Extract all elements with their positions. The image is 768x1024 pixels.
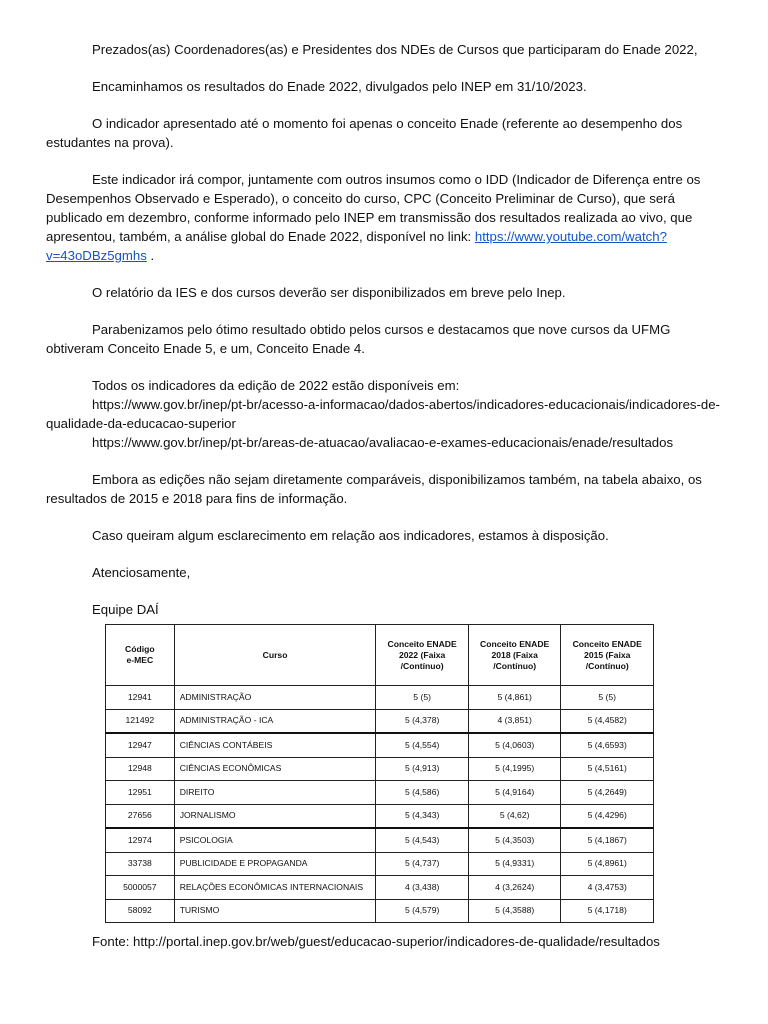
cell-2022: 4 (3,438) — [376, 876, 469, 900]
cell-2015: 5 (5) — [561, 686, 654, 710]
table-row — [106, 757, 654, 781]
paragraph-comparison: Embora as edições não sejam diretamente comparáveis, disponibilizamos também, na tabela abaixo, os resultados de 2015 e 2018 para fins de informação. — [46, 472, 702, 506]
table-row — [106, 733, 654, 757]
cell-2018: 5 (4,1995) — [468, 757, 561, 781]
paragraph-composition-text: Este indicador irá compor, juntamente com outros insumos como o IDD (Indicador de Diferença entre os Desempenhos Observado e Esperado), o conceito do curso, CPC (Conceito Preliminar de Curso), que será publicado em dezembro, conforme informado pelo INEP em transmissão dos resultados realizada ao vivo, que apresentou, também, a análise global do Enade 2022, disponível no link: — [46, 172, 701, 244]
cell-2022: 5 (4,543) — [376, 828, 469, 852]
table-row — [106, 709, 654, 733]
cell-2022: 5 (4,737) — [376, 852, 469, 876]
cell-2015: 4 (3,4753) — [561, 876, 654, 900]
header-code: Código e-MEC — [106, 625, 175, 686]
cell-course: DIREITO — [174, 781, 376, 805]
table-row — [106, 828, 654, 852]
signature: Equipe DAÍ — [92, 602, 159, 617]
cell-2018: 5 (4,3503) — [468, 828, 561, 852]
header-enade-2015: Conceito ENADE 2015 (Faixa /Contínuo) — [561, 625, 654, 686]
cell-2018: 4 (3,851) — [468, 709, 561, 733]
table-row — [106, 804, 654, 828]
cell-2015: 5 (4,2649) — [561, 781, 654, 805]
cell-course: CIÊNCIAS CONTÁBEIS — [174, 733, 376, 757]
paragraph-contact: Caso queiram algum esclarecimento em relação aos indicadores, estamos à disposição. — [92, 528, 609, 543]
header-course: Curso — [174, 625, 376, 686]
cell-2015: 5 (4,8961) — [561, 852, 654, 876]
cell-code: 12974 — [106, 828, 175, 852]
indicators-block — [46, 376, 722, 452]
header-enade-2018: Conceito ENADE 2018 (Faixa /Contínuo) — [468, 625, 561, 686]
cell-code: 12941 — [106, 686, 175, 710]
cell-code: 5000057 — [106, 876, 175, 900]
source-note: Fonte: http://portal.inep.gov.br/web/guest/educacao-superior/indicadores-de-qualidade/resultados — [92, 934, 660, 949]
cell-2015: 5 (4,4582) — [561, 709, 654, 733]
cell-2015: 5 (4,5161) — [561, 757, 654, 781]
cell-2015: 5 (4,1718) — [561, 899, 654, 923]
indicators-url-2: https://www.gov.br/inep/pt-br/areas-de-atuacao/avaliacao-e-exames-educacionais/enade/resultados — [92, 435, 674, 450]
paragraph-indicator: O indicador apresentado até o momento foi apenas o conceito Enade (referente ao desempenho dos estudantes na prova). — [46, 116, 683, 150]
cell-code: 58092 — [106, 899, 175, 923]
cell-code: 121492 — [106, 709, 175, 733]
table-row — [106, 781, 654, 805]
cell-2018: 5 (4,0603) — [468, 733, 561, 757]
greeting: Prezados(as) Coordenadores(as) e Presidentes dos NDEs de Cursos que participaram do Enade 2022, — [92, 42, 698, 57]
cell-2022: 5 (4,579) — [376, 899, 469, 923]
paragraph-results: Encaminhamos os resultados do Enade 2022, divulgados pelo INEP em 31/10/2023. — [92, 79, 587, 94]
cell-2018: 5 (4,3588) — [468, 899, 561, 923]
paragraph-congrats: Parabenizamos pelo ótimo resultado obtido pelos cursos e destacamos que nove cursos da UFMG obtiveram Conceito Enade 5, e um, Conceito Enade 4. — [46, 322, 671, 356]
cell-2022: 5 (5) — [376, 686, 469, 710]
table-row — [106, 686, 654, 710]
paragraph-composition-end: . — [146, 248, 155, 263]
cell-2015: 5 (4,6593) — [561, 733, 654, 757]
cell-2018: 5 (4,9164) — [468, 781, 561, 805]
cell-2018: 5 (4,62) — [468, 804, 561, 828]
header-enade-2022: Conceito ENADE 2022 (Faixa /Contínuo) — [376, 625, 469, 686]
table-row — [106, 852, 654, 876]
cell-2022: 5 (4,913) — [376, 757, 469, 781]
cell-code: 27656 — [106, 804, 175, 828]
paragraph-composition — [46, 170, 722, 265]
paragraph-report: O relatório da IES e dos cursos deverão ser disponibilizados em breve pelo Inep. — [92, 285, 566, 300]
cell-2018: 5 (4,861) — [468, 686, 561, 710]
cell-code: 33738 — [106, 852, 175, 876]
youtube-link[interactable]: https://www.youtube.com/watch?v=43oDBz5gmhs — [46, 229, 667, 263]
cell-code: 12951 — [106, 781, 175, 805]
cell-course: JORNALISMO — [174, 804, 376, 828]
cell-code: 12948 — [106, 757, 175, 781]
cell-course: ADMINISTRAÇÃO - ICA — [174, 709, 376, 733]
table-header-row — [106, 625, 654, 686]
cell-code: 12947 — [106, 733, 175, 757]
results-table-wrapper — [105, 624, 654, 923]
cell-2022: 5 (4,554) — [376, 733, 469, 757]
cell-2015: 5 (4,4296) — [561, 804, 654, 828]
table-row — [106, 899, 654, 923]
cell-course: ADMINISTRAÇÃO — [174, 686, 376, 710]
cell-course: CIÊNCIAS ECONÔMICAS — [174, 757, 376, 781]
cell-2018: 5 (4,9331) — [468, 852, 561, 876]
cell-2022: 5 (4,343) — [376, 804, 469, 828]
cell-course: RELAÇÕES ECONÔMICAS INTERNACIONAIS — [174, 876, 376, 900]
table-row — [106, 876, 654, 900]
letter-body — [46, 40, 722, 637]
indicators-url-1: https://www.gov.br/inep/pt-br/acesso-a-informacao/dados-abertos/indicadores-educacionais/indicadores-de-qualidade-da-educacao-superior — [46, 397, 720, 431]
cell-course: PSICOLOGIA — [174, 828, 376, 852]
cell-2018: 4 (3,2624) — [468, 876, 561, 900]
cell-course: TURISMO — [174, 899, 376, 923]
cell-course: PUBLICIDADE E PROPAGANDA — [174, 852, 376, 876]
results-table — [105, 624, 654, 923]
cell-2022: 5 (4,378) — [376, 709, 469, 733]
indicators-intro: Todos os indicadores da edição de 2022 estão disponíveis em: — [92, 378, 460, 393]
cell-2015: 5 (4,1867) — [561, 828, 654, 852]
closing: Atenciosamente, — [92, 565, 191, 580]
cell-2022: 5 (4,586) — [376, 781, 469, 805]
